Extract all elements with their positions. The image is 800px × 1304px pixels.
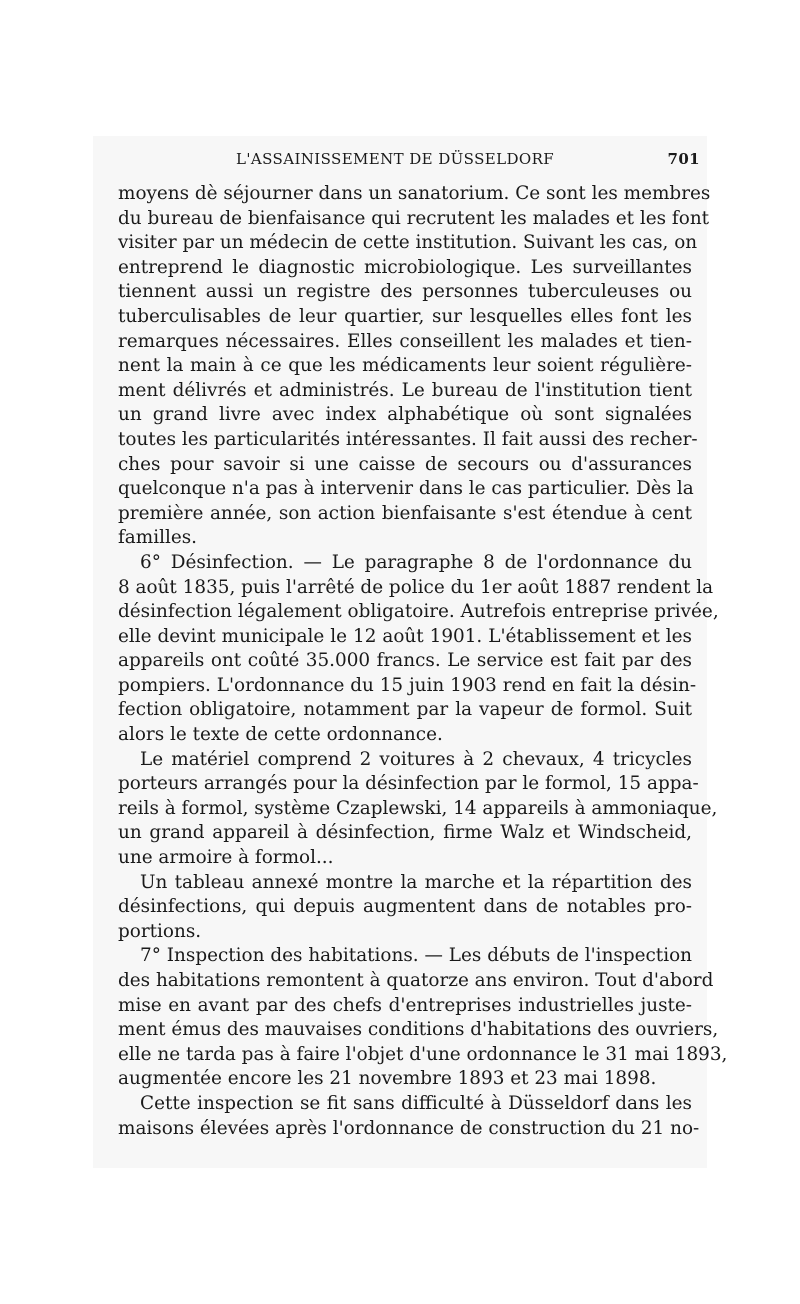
text-line: désinfection légalement obligatoire. Autrefois entreprise privée, — [118, 601, 719, 623]
text-line: quelconque n'a pas à intervenir dans le cas particulier. Dès la — [118, 478, 694, 500]
text-line: fection obligatoire, notamment par la vapeur de formol. Suit — [118, 699, 692, 721]
text-line: Cette inspection se fit sans difficulté à Düsseldorf dans les — [140, 1092, 692, 1114]
text-line: entreprend le diagnostic microbiologique. Les surveillantes — [118, 256, 692, 278]
text-line: des habitations remontent à quatorze ans environ. Tout d'abord — [118, 970, 714, 991]
text-line: 8 août 1835, puis l'arrêté de police du 1er août 1887 rendent la — [118, 576, 714, 598]
text-line: elle ne tarda pas à faire l'objet d'une ordonnance le 31 mai 1893, — [118, 1043, 728, 1065]
text-line: ment délivrés et administrés. Le bureau de l'institution tient — [118, 379, 692, 401]
text-line: appareils ont coûté 35.000 francs. Le service est fait par des — [118, 650, 692, 672]
text-line: moyens dè séjourner dans un sanatorium. Ce sont les membres — [118, 183, 711, 204]
text-line: porteurs arrangés pour la désinfection par le formol, 15 appa- — [118, 773, 699, 795]
text-line: Un tableau annexé montre la marche et la répartition des — [140, 871, 692, 893]
text-line: reils à formol, système Czaplewski, 14 appareils à ammoniaque, — [118, 797, 718, 819]
text-line: un grand appareil à désinfection, firme Walz et Windscheid, — [118, 822, 692, 844]
text-line: familles. — [118, 527, 198, 549]
text-line: ment émus des mauvaises conditions d'habitations des ouvriers, — [118, 1019, 719, 1041]
book-page — [118, 146, 728, 1141]
text-line: maisons élevées après l'ordonnance de construction du 21 no- — [118, 1117, 700, 1139]
page-number: 701 — [667, 150, 700, 168]
text-line: portions. — [118, 920, 202, 942]
text-line: augmentée encore les 21 novembre 1893 et 23 mai 1898. — [118, 1068, 657, 1090]
text-line: pompiers. L'ordonnance du 15 juin 1903 rend en fait la désin- — [118, 674, 697, 696]
text-line: tiennent aussi un registre des personnes tuberculeuses ou — [118, 281, 692, 303]
text-line: nent la main à ce que les médicaments leur soient régulière- — [118, 355, 692, 377]
running-title: L'ASSAINISSEMENT DE DÜSSELDORF — [236, 150, 555, 168]
text-line: elle devint municipale le 12 août 1901. L'établissement et les — [118, 625, 692, 647]
text-line: une armoire à formol... — [118, 847, 334, 869]
text-line: désinfections, qui depuis augmentent dans de notables pro- — [118, 896, 692, 918]
section-heading-line: 6° Désinfection. — Le paragraphe 8 de l'ordonnance du — [140, 551, 692, 573]
text-line: première année, son action bienfaisante s'est étendue à cent — [118, 502, 692, 524]
text-line: alors le texte de cette ordonnance. — [118, 724, 443, 746]
text-line: toutes les particularités intéressantes. Il fait aussi des recher- — [118, 428, 698, 450]
text-line: mise en avant par des chefs d'entreprises industrielles juste- — [118, 994, 692, 1016]
section-heading-line: 7° Inspection des habitations. — Les débuts de l'inspection — [140, 945, 692, 967]
text-line: visiter par un médecin de cette institution. Suivant les cas, on — [118, 232, 698, 254]
text-line: Le matériel comprend 2 voitures à 2 chevaux, 4 tricycles — [140, 748, 692, 770]
page-header — [118, 146, 700, 176]
text-line: remarques nécessaires. Elles conseillent les malades et tien- — [118, 330, 692, 352]
text-line: du bureau de bienfaisance qui recrutent les malades et les font — [118, 207, 710, 229]
text-line: ches pour savoir si une caisse de secours ou d'assurances — [118, 453, 692, 475]
text-line: un grand livre avec index alphabétique où sont signalées — [118, 404, 692, 426]
text-line: tuberculisables de leur quartier, sur lesquelles elles font les — [118, 305, 692, 327]
body-text — [118, 176, 728, 1141]
